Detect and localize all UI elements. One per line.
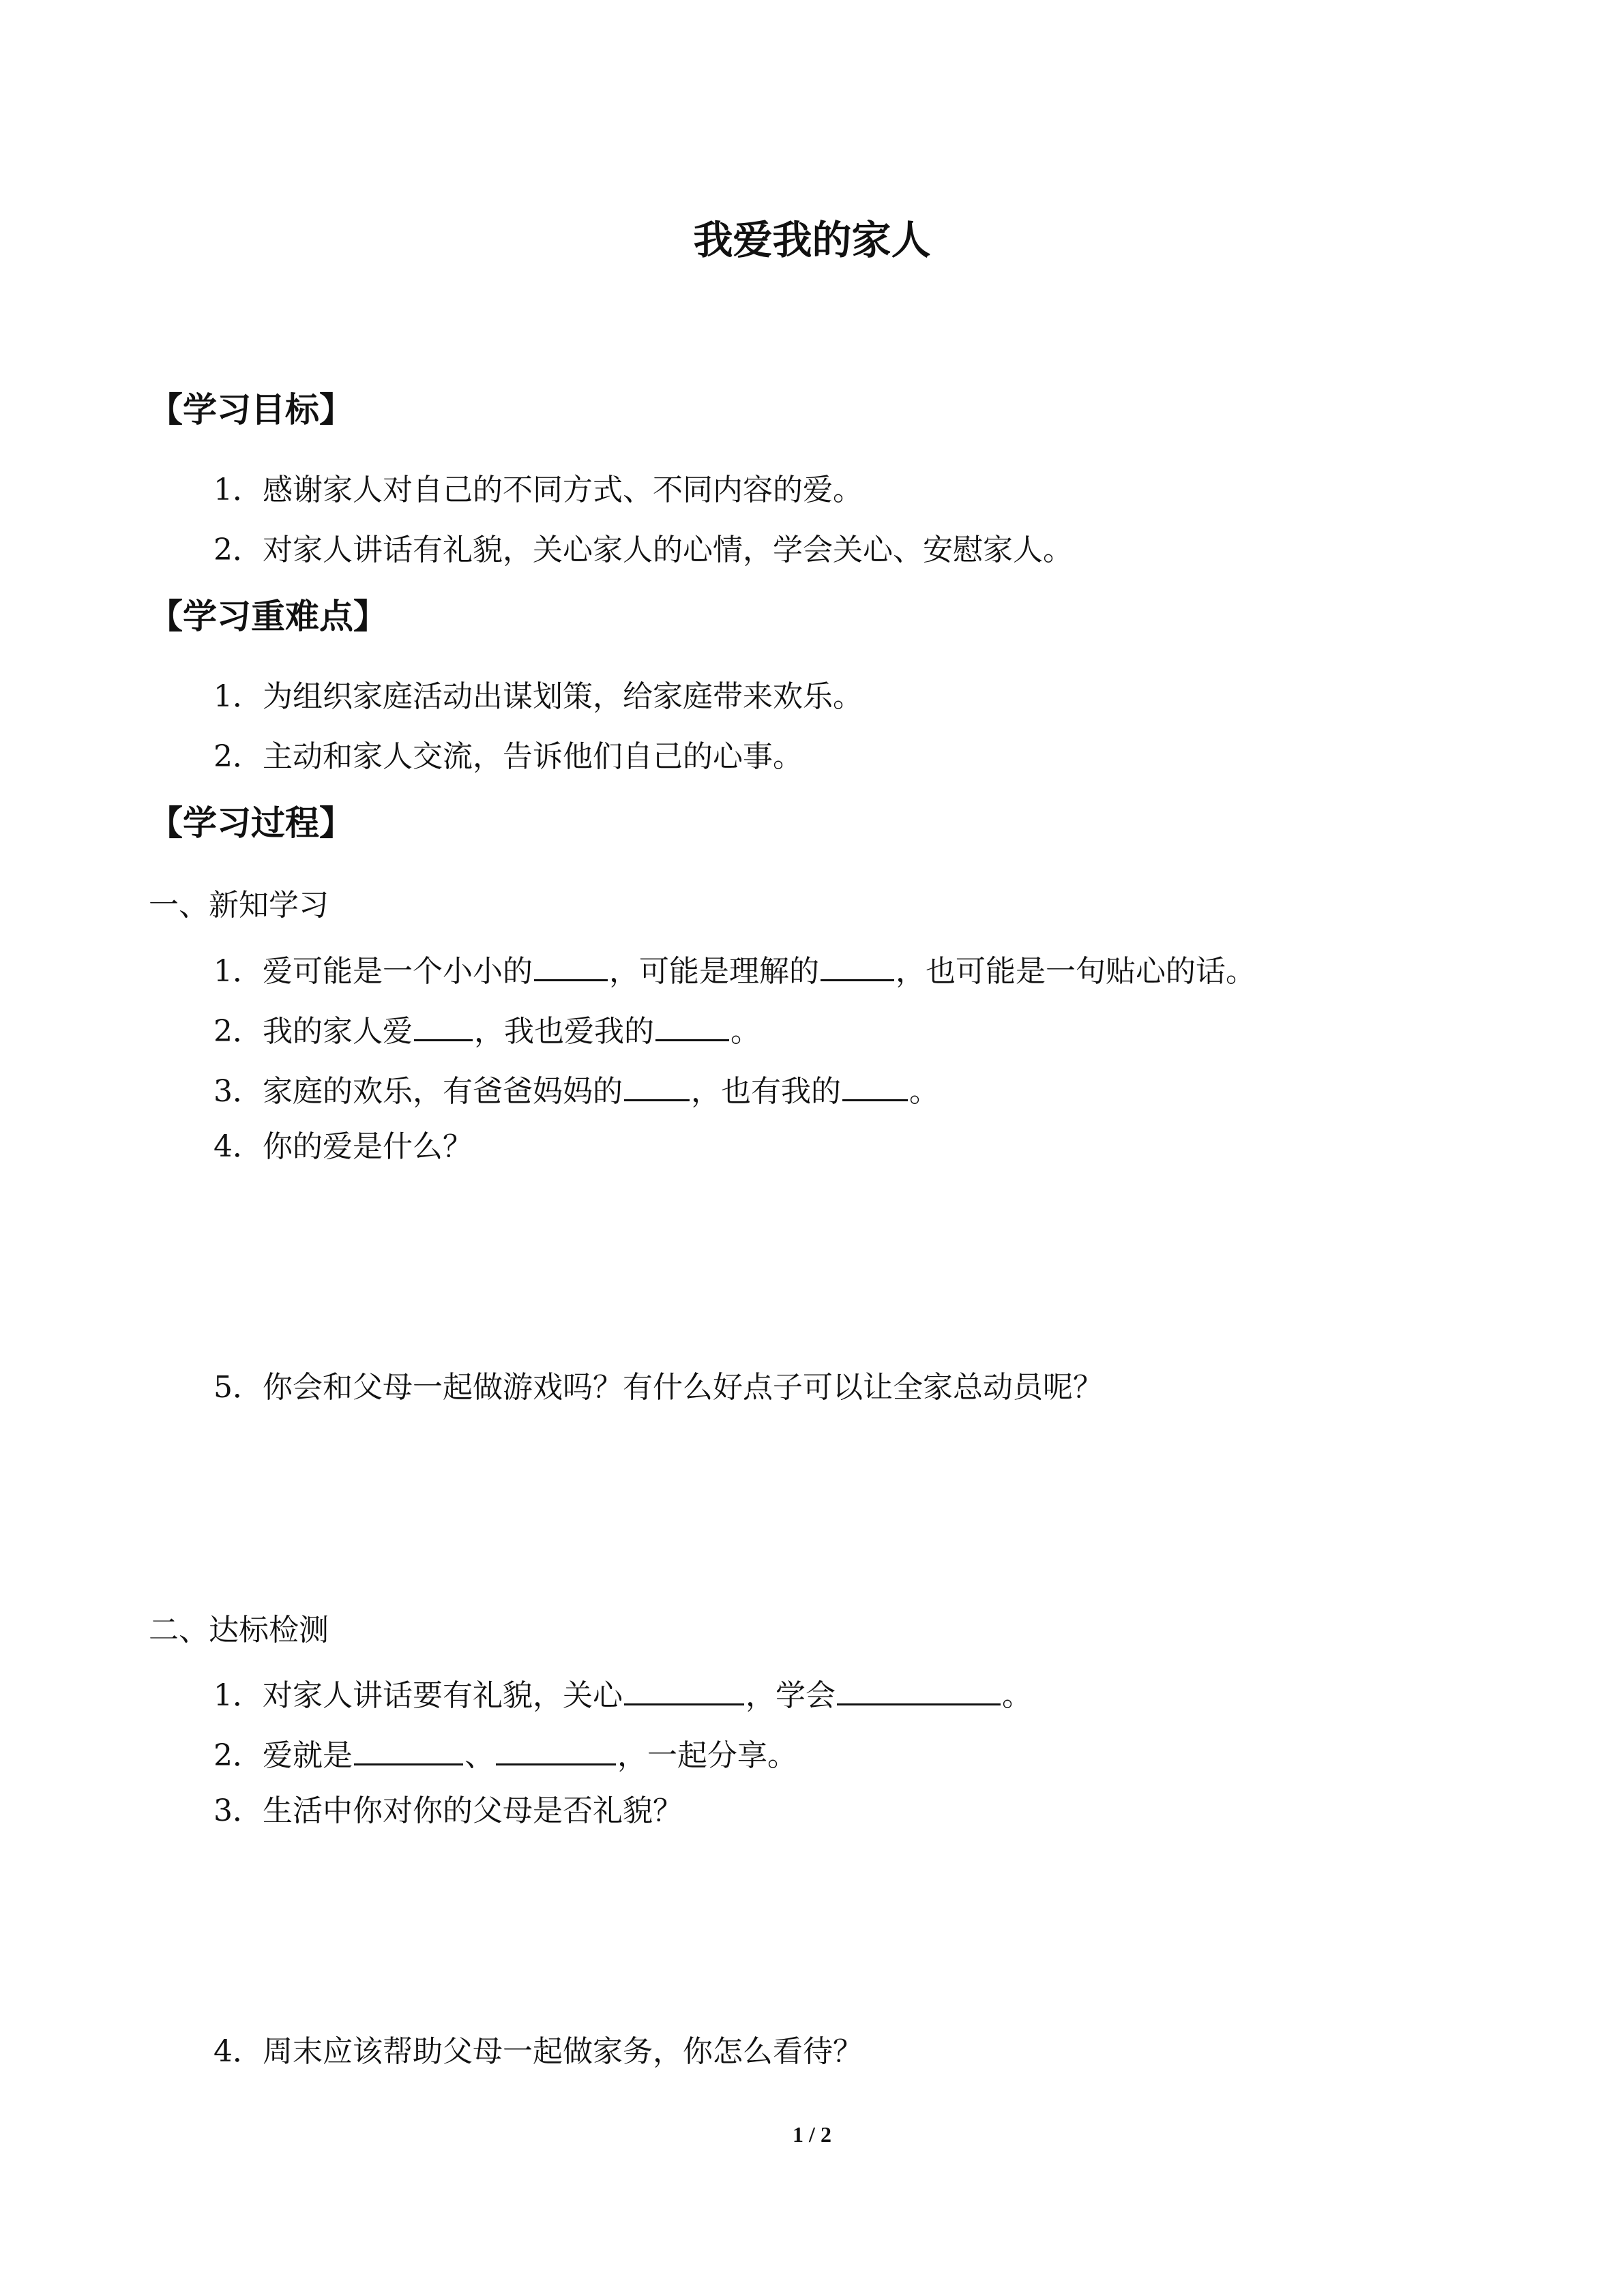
assessment-question-4: 4．周末应该帮助父母一起做家务，你怎么看待？ — [213, 2034, 863, 2069]
heading-key-points: 【学习重难点】 — [149, 596, 387, 636]
assessment-question-3: 3．生活中你对你的父母是否礼貌？ — [213, 1793, 683, 1828]
assessment-question-2-fill-blank — [213, 1729, 797, 1778]
answer-blank[interactable] — [842, 1065, 908, 1101]
question-4: 4．你的爱是什么？ — [213, 1129, 473, 1164]
question-text: 。 — [730, 1014, 761, 1049]
question-1-fill-blank — [213, 945, 1256, 994]
goal-item-2: 2．对家人讲话有礼貌，关心家人的心情，学会关心、安慰家人。 — [213, 533, 1073, 567]
answer-blank[interactable] — [624, 1065, 690, 1101]
question-text: 2．爱就是 — [213, 1738, 353, 1773]
answer-blank[interactable] — [414, 1005, 473, 1041]
question-text: ，我也爱我的 — [474, 1014, 654, 1049]
answer-blank[interactable] — [624, 1669, 744, 1705]
question-text: ，也有我的 — [691, 1074, 841, 1109]
answer-blank[interactable] — [821, 945, 894, 981]
answer-blank[interactable] — [655, 1005, 729, 1041]
subsection-new-knowledge: 一、新知学习 — [149, 888, 329, 923]
heading-learning-process: 【学习过程】 — [149, 803, 353, 843]
question-text: 。 — [1002, 1678, 1032, 1713]
goal-item-1: 1．感谢家人对自己的不同方式、不同内容的爱。 — [213, 473, 863, 507]
question-text: 1．爱可能是一个小小的 — [213, 954, 533, 989]
answer-blank[interactable] — [354, 1729, 463, 1765]
question-text: 3．家庭的欢乐，有爸爸妈妈的 — [213, 1074, 623, 1109]
answer-blank[interactable] — [496, 1729, 616, 1765]
answer-blank[interactable] — [534, 945, 608, 981]
key-point-item-1: 1．为组织家庭活动出谋划策，给家庭带来欢乐。 — [213, 679, 863, 714]
question-2-fill-blank — [213, 1005, 761, 1054]
question-5: 5．你会和父母一起做游戏吗？有什么好点子可以让全家总动员呢？ — [213, 1370, 1103, 1405]
key-point-item-2: 2．主动和家人交流，告诉他们自己的心事。 — [213, 739, 803, 774]
question-text: 。 — [909, 1074, 939, 1109]
question-3-fill-blank — [213, 1065, 939, 1114]
document-title: 我爱我的家人 — [693, 217, 931, 263]
question-text: ，学会 — [745, 1678, 836, 1713]
question-text: ，一起分享。 — [617, 1738, 797, 1773]
question-text: 、 — [464, 1738, 494, 1773]
question-text: 1．对家人讲话要有礼貌，关心 — [213, 1678, 623, 1713]
subsection-assessment: 二、达标检测 — [149, 1613, 329, 1648]
answer-blank[interactable] — [837, 1669, 1001, 1705]
page-number: 1 / 2 — [793, 2122, 831, 2147]
question-text: 2．我的家人爱 — [213, 1014, 413, 1049]
question-text: ，也可能是一句贴心的话。 — [896, 954, 1256, 989]
assessment-question-1-fill-blank — [213, 1669, 1032, 1718]
heading-learning-goals: 【学习目标】 — [149, 389, 353, 430]
question-text: ，可能是理解的 — [609, 954, 819, 989]
